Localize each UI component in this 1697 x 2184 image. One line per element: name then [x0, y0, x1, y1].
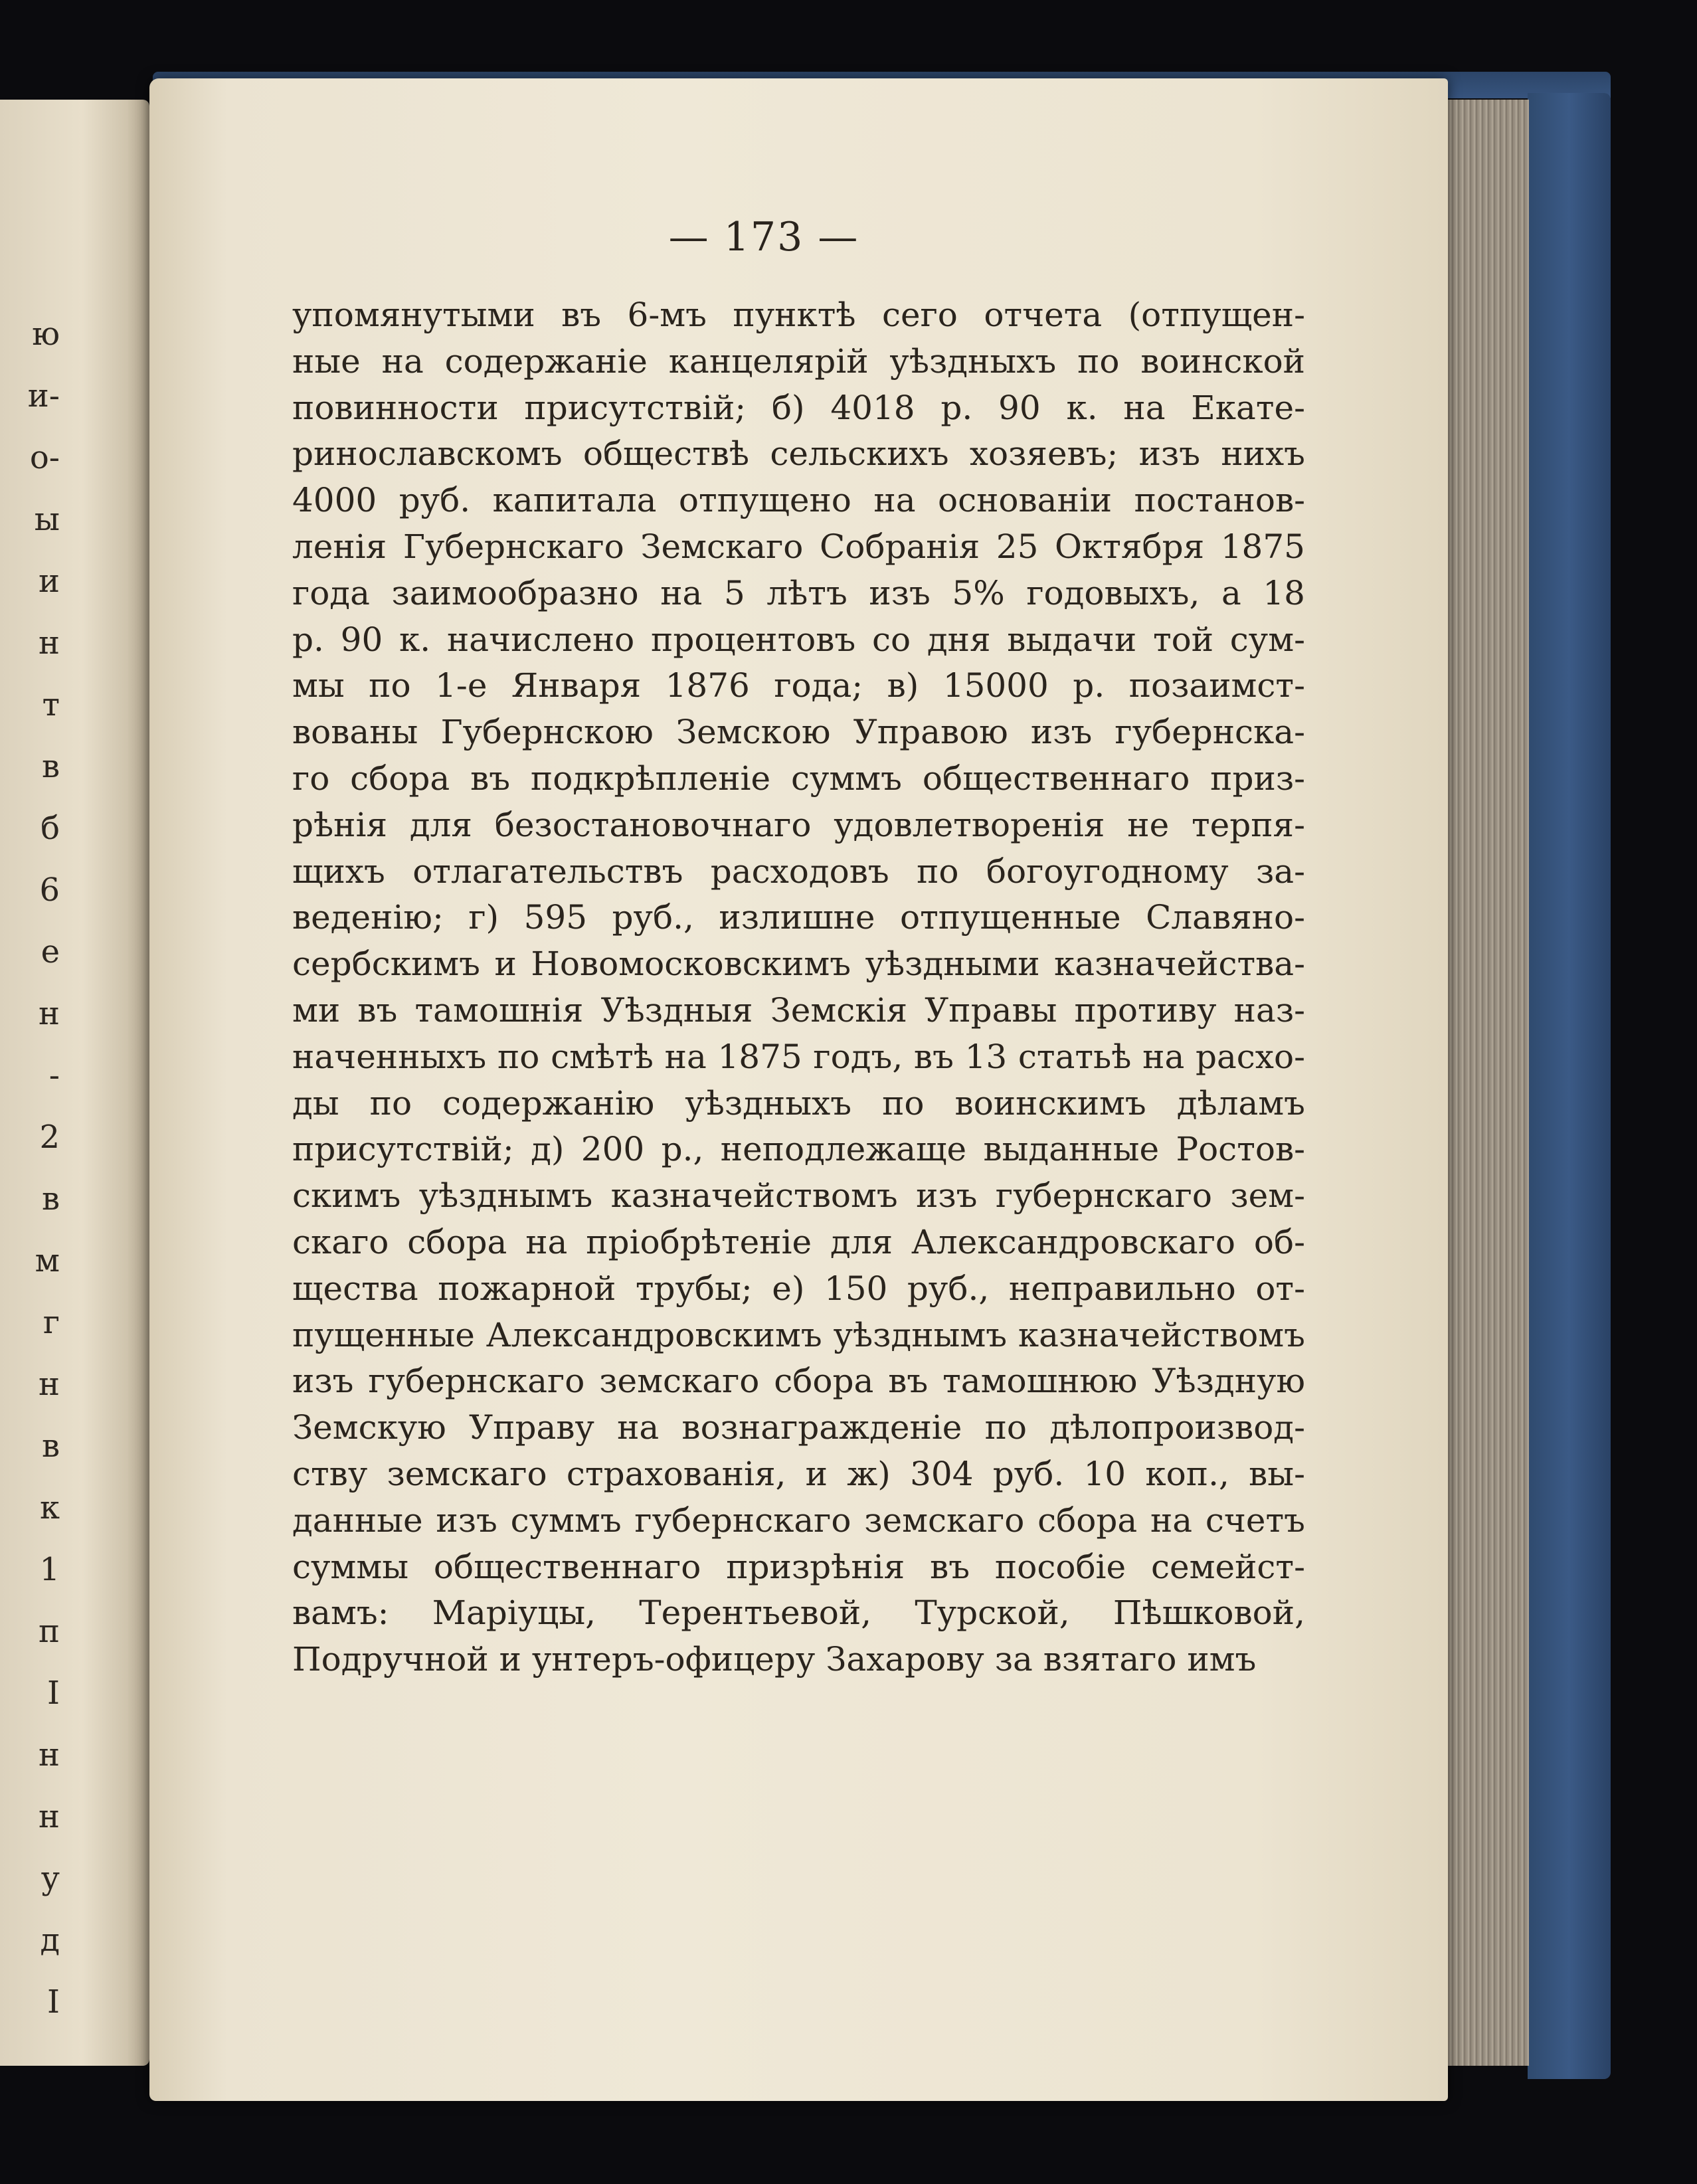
left-page-fragment: н [39, 1366, 60, 1403]
left-page-fragment: н [39, 995, 60, 1032]
text-line: Подручной и унтеръ-офицеру Захарову за взятаго имъ [292, 1640, 1257, 1679]
left-page-fragment: б [41, 810, 60, 847]
left-page-fragment: г [43, 1304, 60, 1341]
left-page-fragment: н [39, 624, 60, 662]
left-page-fragment: и- [27, 377, 60, 414]
text-line: ми въ тамошнія Уѣздныя Земскія Управы противу наз- [292, 990, 1305, 1030]
text-line: ные на содержаніе канцелярій уѣздныхъ по воинской [292, 341, 1305, 381]
text-line: суммы общественнаго призрѣнія въ пособіе семейст- [292, 1547, 1305, 1586]
text-line: ленія Губернскаго Земскаго Собранія 25 Октября 1875 [292, 527, 1305, 566]
text-line: ды по содержанію уѣздныхъ по воинскимъ дѣламъ [292, 1083, 1305, 1123]
text-line: упомянутыми въ 6-мъ пунктѣ сего отчета (отпущен- [292, 296, 1305, 334]
left-page-fragment: I [47, 1675, 60, 1712]
left-page-fragment: е [41, 933, 60, 970]
text-line: наченныхъ по смѣтѣ на 1875 годъ, въ 13 статьѣ на расхо- [292, 1037, 1305, 1076]
text-line: вованы Губернскою Земскою Управою изъ губернска- [292, 713, 1305, 752]
text-line: вамъ: Маріуцы, Терентьевой, Турской, Пѣшковой, [292, 1593, 1305, 1633]
left-page-fragment: ю [32, 316, 60, 353]
book-cover-right [1528, 93, 1611, 2079]
left-page-fragment: о- [29, 439, 60, 476]
left-page-fragment: м [35, 1242, 60, 1279]
text-line: года заимообразно на 5 лѣтъ изъ 5% годовыхъ, а 18 [292, 573, 1305, 612]
text-line: веденію; г) 595 руб., излишне отпущенные Славяно- [292, 898, 1305, 937]
page-edges [1441, 100, 1529, 2066]
left-page-fragment: к [40, 1489, 60, 1526]
page-number: — 173 — [668, 214, 859, 260]
text-line: рѣнія для безостановочнаго удовлетворенія не терпя- [292, 805, 1305, 844]
text-line: мы по 1-е Января 1876 года; в) 15000 р. позаимст- [292, 666, 1305, 705]
left-page-fragment: н [39, 1798, 60, 1835]
left-page-fragment: в [41, 1427, 60, 1465]
text-line: скаго сбора на пріобрѣтеніе для Александровскаго об- [292, 1222, 1305, 1261]
left-page-fragment: ы [34, 501, 60, 538]
text-line: изъ губернскаго земскаго сбора въ тамошнюю Уѣздную [292, 1362, 1305, 1401]
text-line: щества пожарной трубы; е) 150 руб., неправильно от- [292, 1269, 1305, 1308]
left-page-fragment: 2 [39, 1119, 60, 1156]
left-page-fragment: д [40, 1922, 60, 1959]
text-line: скимъ уѣзднымъ казначействомъ изъ губернскаго зем- [292, 1176, 1305, 1216]
text-line: р. 90 к. начислено процентовъ со дня выдачи той сум- [292, 620, 1305, 659]
left-page-fragment: - [48, 1057, 60, 1094]
text-line: 4000 руб. капитала отпущено на основаніи постанов- [292, 481, 1305, 520]
left-page-fragment: 1 [39, 1551, 60, 1588]
text-line: присутствій; д) 200 р., неподлежаще выданные Ростов- [292, 1130, 1305, 1169]
left-page-fragment: н [39, 1736, 60, 1774]
left-page-fragment: у [41, 1860, 60, 1897]
left-page-fragment: I [47, 1983, 60, 2021]
text-line: щихъ отлагательствъ расходовъ по богоугодному за- [292, 852, 1305, 891]
left-page-fragment: в [41, 1180, 60, 1218]
text-line: ству земскаго страхованія, и ж) 304 руб. 10 коп., вы- [292, 1454, 1305, 1493]
text-line: пущенные Александровскимъ уѣзднымъ казначействомъ [292, 1315, 1305, 1354]
text-line: го сбора въ подкрѣпленіе суммъ общественнаго приз- [292, 759, 1305, 798]
left-page-fragment: т [42, 686, 60, 723]
left-page-fragment: 6 [39, 871, 60, 909]
text-line: ринославскомъ обществѣ сельскихъ хозяевъ; изъ нихъ [292, 434, 1305, 474]
left-facing-page [0, 100, 149, 2066]
text-line: сербскимъ и Новомосковскимъ уѣздными казначейства- [292, 945, 1305, 984]
text-line: повинности присутствій; б) 4018 р. 90 к. на Екате- [292, 388, 1305, 427]
page-body-text [292, 292, 1305, 1683]
text-line: Земскую Управу на вознагражденіе по дѣлопроизвод- [292, 1408, 1305, 1447]
text-line: данные изъ суммъ губернскаго земскаго сбора на счетъ [292, 1501, 1305, 1540]
left-page-fragment: и [39, 563, 60, 600]
left-page-fragment: в [41, 748, 60, 785]
left-page-fragment: п [39, 1613, 60, 1650]
